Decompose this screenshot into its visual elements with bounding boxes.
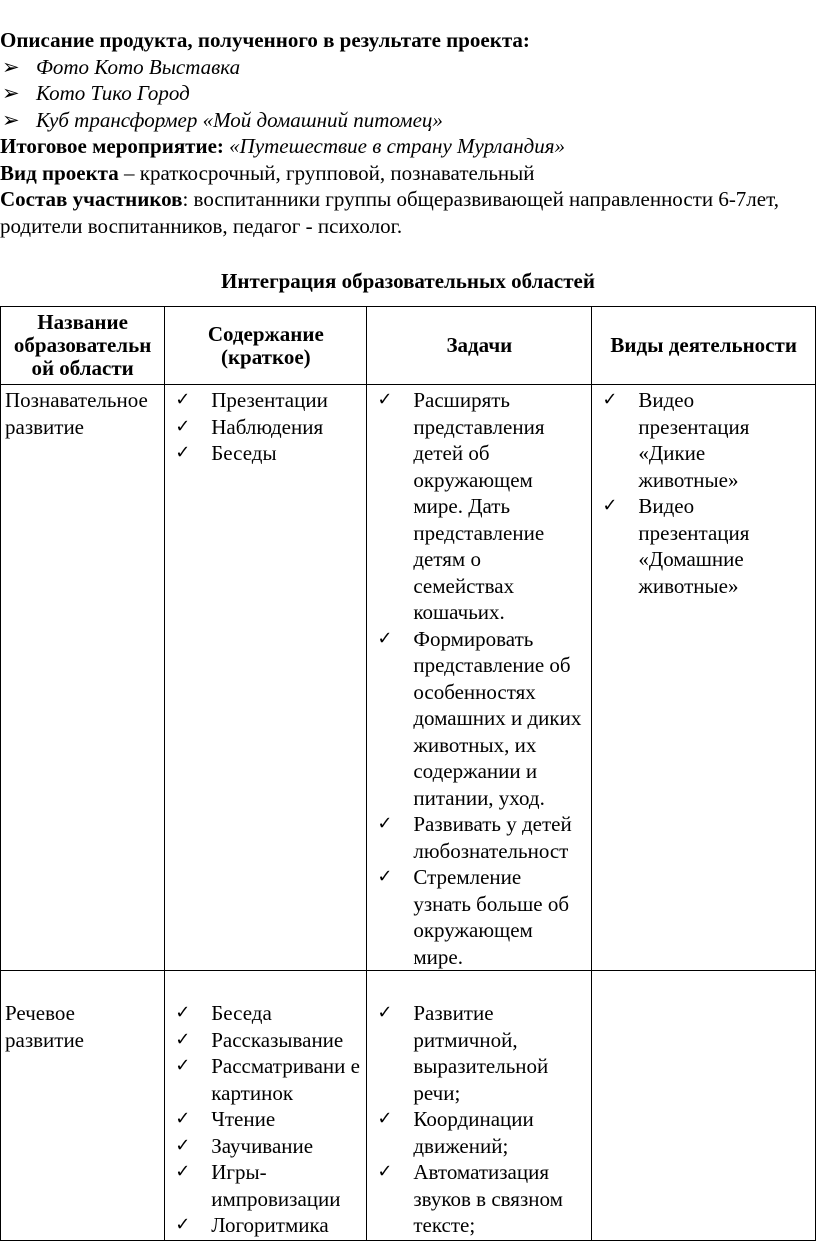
arrow-bullet-icon: ➢ [2,81,20,105]
integration-table [0,306,816,1241]
check-icon: ✓ [377,1002,393,1023]
check-icon: ✓ [377,866,393,887]
list-item: ✓ Видео презентация «Домашние животные» [602,494,750,598]
table-row [1,385,816,971]
check-icon: ✓ [377,627,393,649]
check-icon: ✓ [175,1161,191,1182]
check-icon: ✓ [377,1108,393,1129]
list-item: ✓ Стремление узнать больше об окружающем мире. [377,865,570,969]
list-item: ✓ Беседа [175,1001,272,1025]
list-item: ✓ Игры- импровизации [175,1160,341,1211]
check-icon: ✓ [175,389,191,410]
check-icon: ✓ [602,495,618,516]
section-title: Интеграция образовательных областей [221,269,595,293]
list-item: ✓ Рассказывание [175,1027,344,1052]
participants: Состав участников: воспитанники группы общеразвивающей направленности 6-7лет, родители воспитанников, педагог - психолог. [0,187,779,238]
list-item: ✓ Расширять представления детей об окружающем мире. Дать представление детям о семействах кошачьих. [377,388,545,624]
table-row [1,971,816,1241]
content-cell [165,971,367,1241]
list-item: ✓ Наблюдения [175,414,324,439]
tasks-cell [367,385,592,971]
check-icon: ✓ [175,1028,191,1050]
arrow-bullet-icon: ➢ [2,107,20,132]
tasks-cell [367,971,592,1241]
header-content: Содержание (краткое) [165,307,367,385]
product-item: ➢ Кото Тико Город [2,81,190,105]
list-item: ✓ Чтение [175,1107,276,1131]
arrow-bullet-icon: ➢ [2,54,20,79]
list-item: ✓ Логоритмика [175,1213,329,1237]
final-event: Итоговое мероприятие: «Путешествие в страну Мурландия» [0,134,565,158]
list-item: ✓ Заучивание [175,1133,314,1158]
check-icon: ✓ [377,389,393,410]
area-cell: Речевое развитие [1,971,165,1241]
table-header-row [1,307,816,385]
check-icon: ✓ [175,442,191,463]
list-item: ✓ Рассматривани е картинок [175,1054,360,1105]
check-icon: ✓ [175,1134,191,1156]
activities-cell [592,385,816,971]
check-icon: ✓ [175,1214,191,1235]
list-item: ✓ Презентации [175,388,328,412]
content-cell [165,385,367,971]
check-icon: ✓ [175,1108,191,1129]
activities-cell [592,971,816,1241]
check-icon: ✓ [602,389,618,410]
list-item: ✓ Координации движений; [377,1107,534,1158]
check-icon: ✓ [377,813,393,834]
list-item: ✓ Беседы [175,441,277,465]
list-item: ✓ Формировать представление об особенностях домашних и диких животных, их содержании и питании, уход. [377,626,582,810]
header-area: Название образовательн ой области [1,307,165,385]
header-tasks: Задачи [367,307,592,385]
product-item: ➢ Фото Кото Выставка [2,54,241,79]
header-activities: Виды деятельности [592,307,816,385]
list-item: ✓ Автоматизация звуков в связном тексте; [377,1160,563,1237]
list-item: ✓ Видео презентация «Дикие животные» [602,388,750,492]
product-item: ➢ Куб трансформер «Мой домашний питомец» [2,107,443,132]
list-item: ✓ Развитие ритмичной, выразительной речи; [377,1001,549,1105]
check-icon: ✓ [377,1161,393,1182]
product-heading: Описание продукта, полученного в результате проекта: [0,28,530,52]
check-icon: ✓ [175,415,191,437]
list-item: ✓ Развивать у детей любознательност [377,812,572,863]
area-cell: Познавательное развитие [1,385,165,971]
check-icon: ✓ [175,1055,191,1076]
check-icon: ✓ [175,1002,191,1023]
project-type: Вид проекта – краткосрочный, групповой, познавательный [0,160,535,185]
intro-section [0,27,816,239]
